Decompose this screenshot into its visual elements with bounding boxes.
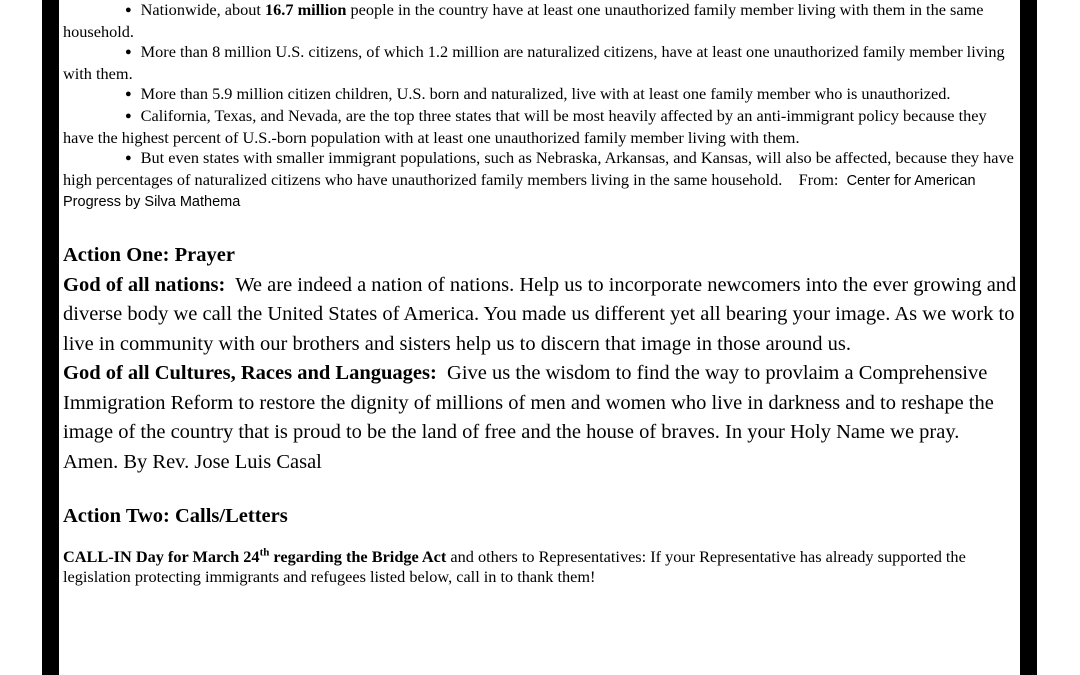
bullet-icon: ● (125, 152, 132, 164)
prayer-paragraph-2: God of all Cultures, Races and Languages: Give us the wisdom to find the way to provlaim a Comprehensive Immigration Reform to restore the dignity of millions of men and women who live in darkness and to reshape the image of the country that is proud to be the land of free and the house of braves. In your Holy Name we pray. Amen. By Rev. Jose Luis Casal (63, 362, 994, 473)
prayer-paragraph-1: God of all nations: We are indeed a nation of nations. Help us to incorporate newcomers into the ever growing and diverse body we call the United States of America. You made us different yet all bearing your image. As we work to live in community with our brothers and sisters help us to discern that image in those around us. (63, 273, 1017, 355)
list-item: ● More than 8 million U.S. citizens, of which 1.2 million are naturalized citizens, have at least one unauthorized family member living with them. (63, 42, 1005, 83)
list-item: ● Nationwide, about 16.7 million people in the country have at least one unauthorized family member living with them in the same household. (63, 0, 984, 41)
action-two-section (63, 502, 1018, 532)
source-citation: Center for American Progress by Silva Mathema (63, 173, 976, 210)
list-item: ● But even states with smaller immigrant populations, such as Nebraska, Arkansas, and Kansas, will also be affected, because they have high percentages of naturalized citizens who have unauthorized family members living in the same household. From: Center for American Progress by Silva Mathema (63, 148, 1014, 210)
bullet-icon: ● (125, 4, 132, 16)
highlight-figure: 16.7 million (265, 0, 347, 19)
bullet-icon: ● (125, 88, 132, 100)
action-one-heading: Action One: Prayer (63, 244, 235, 266)
decorative-border-left (42, 0, 59, 675)
action-one-section (63, 241, 1018, 477)
call-in-paragraph: CALL-IN Day for March 24th regarding the Bridge Act and others to Representatives: If your Representative has already supported the legislation protecting immigrants and refugees listed below, call in to thank them! (63, 546, 966, 586)
list-item: ● California, Texas, and Nevada, are the top three states that will be most heavily affected by an anti-immigrant policy because they have the highest percent of U.S.-born population with at least one unauthorized family member living with them. (63, 106, 987, 147)
bullet-icon: ● (125, 46, 132, 58)
decorative-border-right (1020, 0, 1037, 675)
statistics-list (63, 0, 1018, 212)
action-two-heading: Action Two: Calls/Letters (63, 505, 288, 527)
source-prefix: From: (798, 170, 839, 189)
list-item: ● More than 5.9 million citizen children, U.S. born and naturalized, live with at least one family member who is unauthorized. (125, 84, 951, 103)
bullet-icon: ● (125, 110, 132, 122)
document-content (63, 0, 1018, 587)
